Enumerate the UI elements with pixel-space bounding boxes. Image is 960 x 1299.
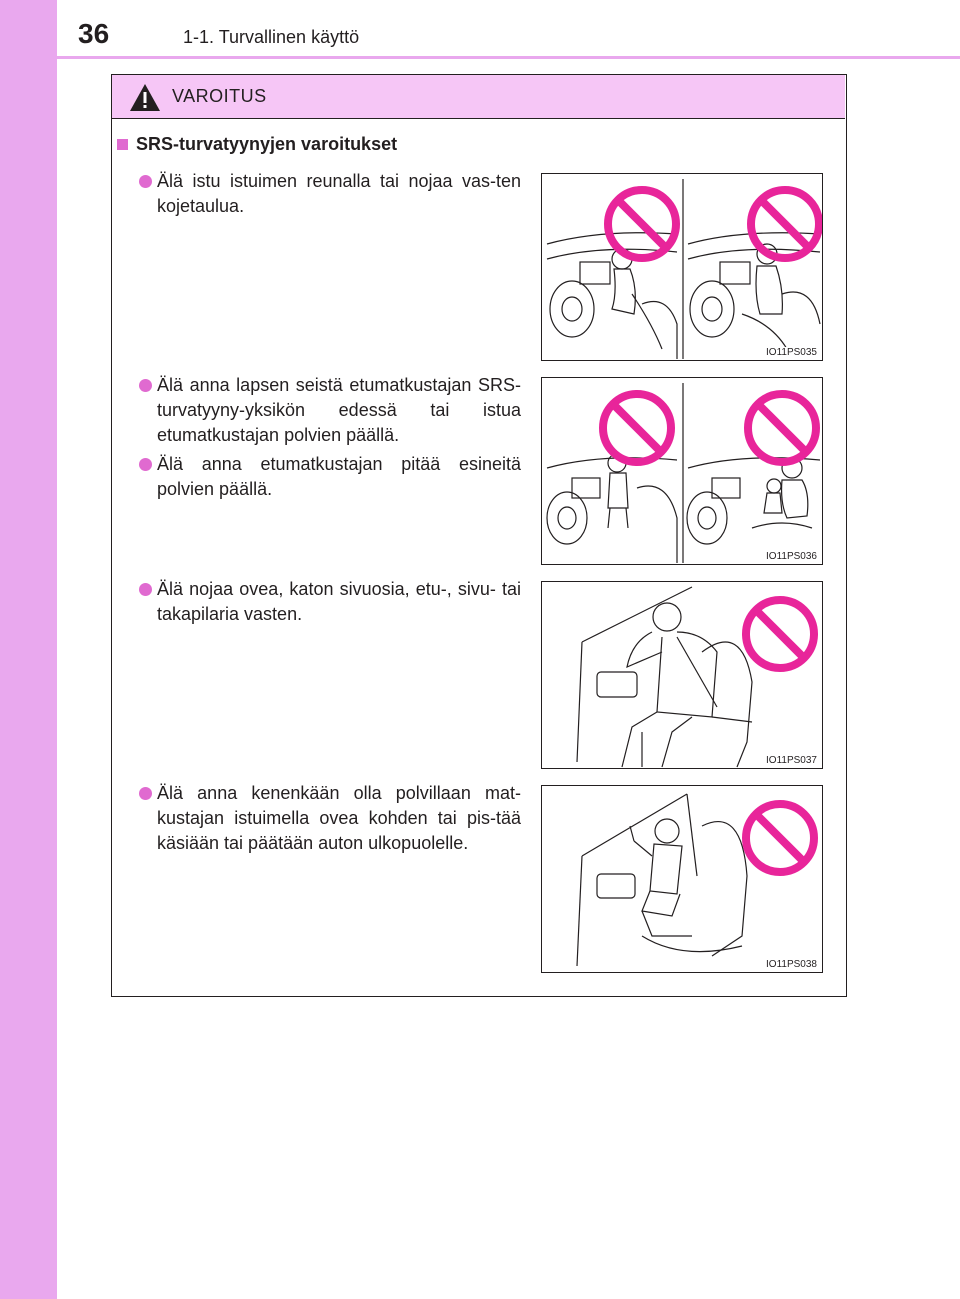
warning-item-text: Älä nojaa ovea, katon sivuosia, etu-, sivu- tai takapilaria vasten. — [157, 579, 521, 624]
warning-item-4 — [139, 577, 521, 627]
prohibition-icon — [746, 600, 814, 668]
round-bullet-icon — [139, 379, 152, 392]
prohibition-icon — [748, 394, 816, 462]
warning-item-5 — [139, 781, 521, 856]
page-number: 36 — [78, 18, 110, 49]
figure-code: IO11PS037 — [766, 755, 817, 766]
figure-3-illustration — [542, 582, 823, 769]
warning-item-text: Älä anna etumatkustajan pitää esineitä polvien päällä. — [157, 454, 521, 499]
warning-item-text: Älä istu istuimen reunalla tai nojaa vas-ten kojetaulua. — [157, 171, 521, 216]
figure-code: IO11PS035 — [766, 347, 817, 358]
prohibition-icon — [608, 190, 676, 258]
round-bullet-icon — [139, 583, 152, 596]
figure-4 — [541, 785, 823, 973]
section-title: 1-1. Turvallinen käyttö — [183, 27, 360, 47]
warning-box — [111, 74, 847, 997]
figure-code: IO11PS036 — [766, 551, 817, 562]
warning-item-1 — [139, 169, 521, 219]
warning-triangle-icon — [129, 83, 161, 112]
warning-item-3 — [139, 452, 521, 502]
figure-code: IO11PS038 — [766, 959, 817, 970]
warning-item-text: Älä anna kenenkään olla polvillaan mat-kustajan istuimella ovea kohden tai pis-tää käsiään tai päätään auton ulkopuolelle. — [157, 783, 521, 853]
warning-header — [112, 75, 845, 119]
figure-1 — [541, 173, 823, 361]
figure-4-illustration — [542, 786, 823, 973]
figure-2 — [541, 377, 823, 565]
prohibition-icon — [751, 190, 819, 258]
side-color-band — [0, 0, 57, 1299]
figure-1-illustration — [542, 174, 823, 361]
figure-2-illustration — [542, 378, 823, 565]
warning-label: VAROITUS — [172, 86, 267, 106]
round-bullet-icon — [139, 787, 152, 800]
round-bullet-icon — [139, 175, 152, 188]
warning-item-text: Älä anna lapsen seistä etumatkustajan SRS-turvatyyny-yksikön edessä tai istua etumatkustajan polvien päällä. — [157, 375, 521, 445]
subheading-text: SRS-turvatyynyjen varoitukset — [136, 134, 398, 154]
warning-subheading — [117, 134, 397, 155]
warning-item-2 — [139, 373, 521, 448]
prohibition-icon — [603, 394, 671, 462]
figure-3 — [541, 581, 823, 769]
square-bullet-icon — [117, 139, 128, 150]
header-rule — [57, 56, 960, 59]
round-bullet-icon — [139, 458, 152, 471]
prohibition-icon — [746, 804, 814, 872]
